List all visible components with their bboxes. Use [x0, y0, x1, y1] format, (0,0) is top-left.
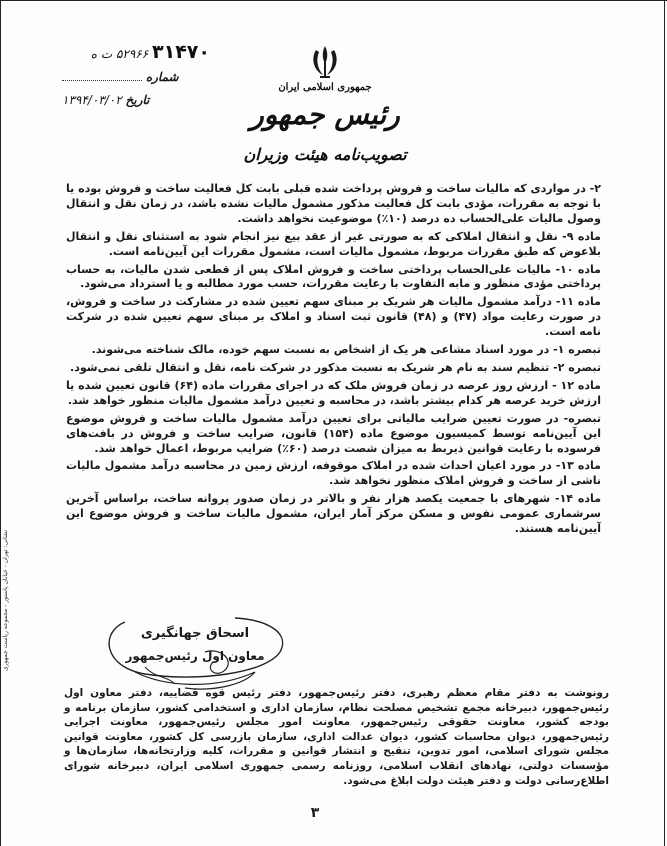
scan-edge-left: [0, 0, 1, 846]
article-13: ماده ۱۳- در مورد اعیان احداث شده در املاک موقوفه، ارزش زمین در محاسبه درآمد مشمول مالیات ناشی از ساخت و فروش املاک منظور نخواهد شد.: [66, 459, 601, 488]
reference-suffix: ه: [90, 47, 97, 61]
republic-label: جمهوری اسلامی ایران: [278, 82, 372, 93]
scan-edge-right: [664, 0, 665, 846]
number-dots: [62, 71, 142, 81]
scan-edge-top: [0, 0, 667, 1]
signatory-title: معاون اول رئیس‌جمهور: [125, 649, 265, 663]
date-row: [62, 93, 149, 107]
note-1: تبصره ۱- در مورد اسناد مشاعی هر یک از اشخاص به نسبت سهم خوده، مالک شناخته می‌شوند.: [91, 343, 601, 357]
date-label: تاریخ: [125, 93, 150, 107]
reference-number: [60, 41, 210, 63]
iran-emblem-icon: [308, 44, 342, 80]
article-11: ماده ۱۱- درآمد مشمول مالیات هر شریک بر مبنای سهم تعیین شده در مشارکت در ساخت و فروش، در صورت رعایت مواد (۴۷) و (۴۸) قانون ثبت اسناد و املاک بر مبنای سهم تعیین شده در شرکت نامه است.: [66, 295, 601, 339]
number-row: [62, 70, 179, 84]
number-label: شماره: [145, 70, 179, 84]
document-body: [66, 182, 601, 540]
reference-number-large: ۳۱۴۷۰: [152, 41, 210, 63]
council-label: تصویب‌نامه هیئت وزیران: [243, 145, 407, 164]
distribution-list: رونوشت به دفتر مقام معظم رهبری، دفتر رئیس‌جمهور، دفتر رئیس قوه قضاییه، دفتر معاون اول رئیس‌جمهور، دبیرخانه مجمع تشخیص مصلحت نظام، سازمان اداری و استخدامی کشور، سازمان برنامه و بودجه کشور، معاونت حقوقی رئیس‌جمهور، معاونت امور مجلس رئیس‌جمهور، معاونت اجرایی رئیس‌جمهور، دیوان محاسبات کشور، دیوان عدالت اداری، سازمان بازرسی کل کشور، معاونت قوانین مجلس شورای اسلامی، امور تدوین، تنقیح و انتشار قوانین و مقررات، کلیه وزارتخانه‌ها، سازمان‌ها و مؤسسات دولتی، نهادهای انقلاب اسلامی، روزنامه رسمی جمهوری اسلامی ایران، دبیرخانه شورای اطلاع‌رسانی دولت و دفتر هیئت دولت ابلاغ می‌شود.: [64, 687, 609, 787]
paragraph-item-2: ۲- در مواردی که مالیات ساخت و فروش پرداخت شده قبلی بابت کل فعالیت ساخت و فروش بوده یا با توجه به مقررات، مؤدی بابت کل فعالیت مذکور مشمول مالیات نشده باشد، در زمان نقل و انتقال وصول مالیات علی‌الحساب ده درصد (۱۰٪) موضوعیت نخواهد داشت.: [66, 182, 601, 225]
note-2: تبصره ۲- تنظیم سند به نام هر شریک به نسبت مذکور در شرکت نامه، نقل و انتقال تلقی نمی‌شود.: [70, 360, 601, 374]
article-10: ماده ۱۰- مالیات علی‌الحساب پرداختی ساخت و فروش املاک پس از قطعی شدن مالیات، به حساب پرداختی مؤدی منظور و مابه التفاوت با رعایت مقررات، حسب مورد مطالبه و یا استرداد می‌شود.: [66, 262, 601, 291]
reference-number-small: ۵۲۹۶۶ ت: [100, 47, 149, 61]
date-value: ۱۳۹۴/۰۳/۰۲: [62, 93, 122, 107]
article-12: ماده ۱۲ - ارزش روز عرصه در زمان فروش ملک که در اجرای مقررات ماده (۶۴) قانون تعیین شده یا ارزش خرید عرصه هر کدام بیشتر باشد، در محاسبه و تعیین درآمد مشمول مالیات منظور خواهد شد.: [66, 378, 601, 407]
article-14: ماده ۱۴- شهرهای با جمعیت یکصد هزار نفر و بالاتر در زمان صدور پروانه ساخت، براساس آخرین سرشماری عمومی نفوس و مسکن مرکز آمار ایران، مشمول مالیات ساخت و فروش موضوع این آیین‌نامه هستند.: [66, 492, 601, 536]
page-number: ۳: [310, 805, 320, 821]
president-label: رئیس جمهور: [250, 98, 400, 131]
article-9: ماده ۹- نقل و انتقال املاکی که به صورتی غیر از عقد بیع نیز انجام شود به استثنای نقل و انتقال بلاعوض که طبق مقررات مربوط، مشمول مالیات است، مشمول مقررات این آیین‌نامه است.: [66, 229, 601, 258]
side-address-note: نشانی: تهران - خیابان پاستور - مجموعه ریاست جمهوری: [2, 530, 9, 671]
signatory-name: اسحاق جهانگیری: [140, 626, 250, 641]
note-article-12: تبصره- در صورت تعیین ضرایب مالیاتی برای تعیین درآمد مشمول مالیات ساخت و فروش موضوع این آیین‌نامه توسط کمیسیون موضوع ماده (۱۵۴) قانون، ضرایب ساخت و فروش در بافت‌های فرسوده با رعایت قوانین ذیربط به میزان شصت درصد (۶۰٪) ضرایب مربوط، اعمال خواهد شد.: [66, 411, 601, 455]
